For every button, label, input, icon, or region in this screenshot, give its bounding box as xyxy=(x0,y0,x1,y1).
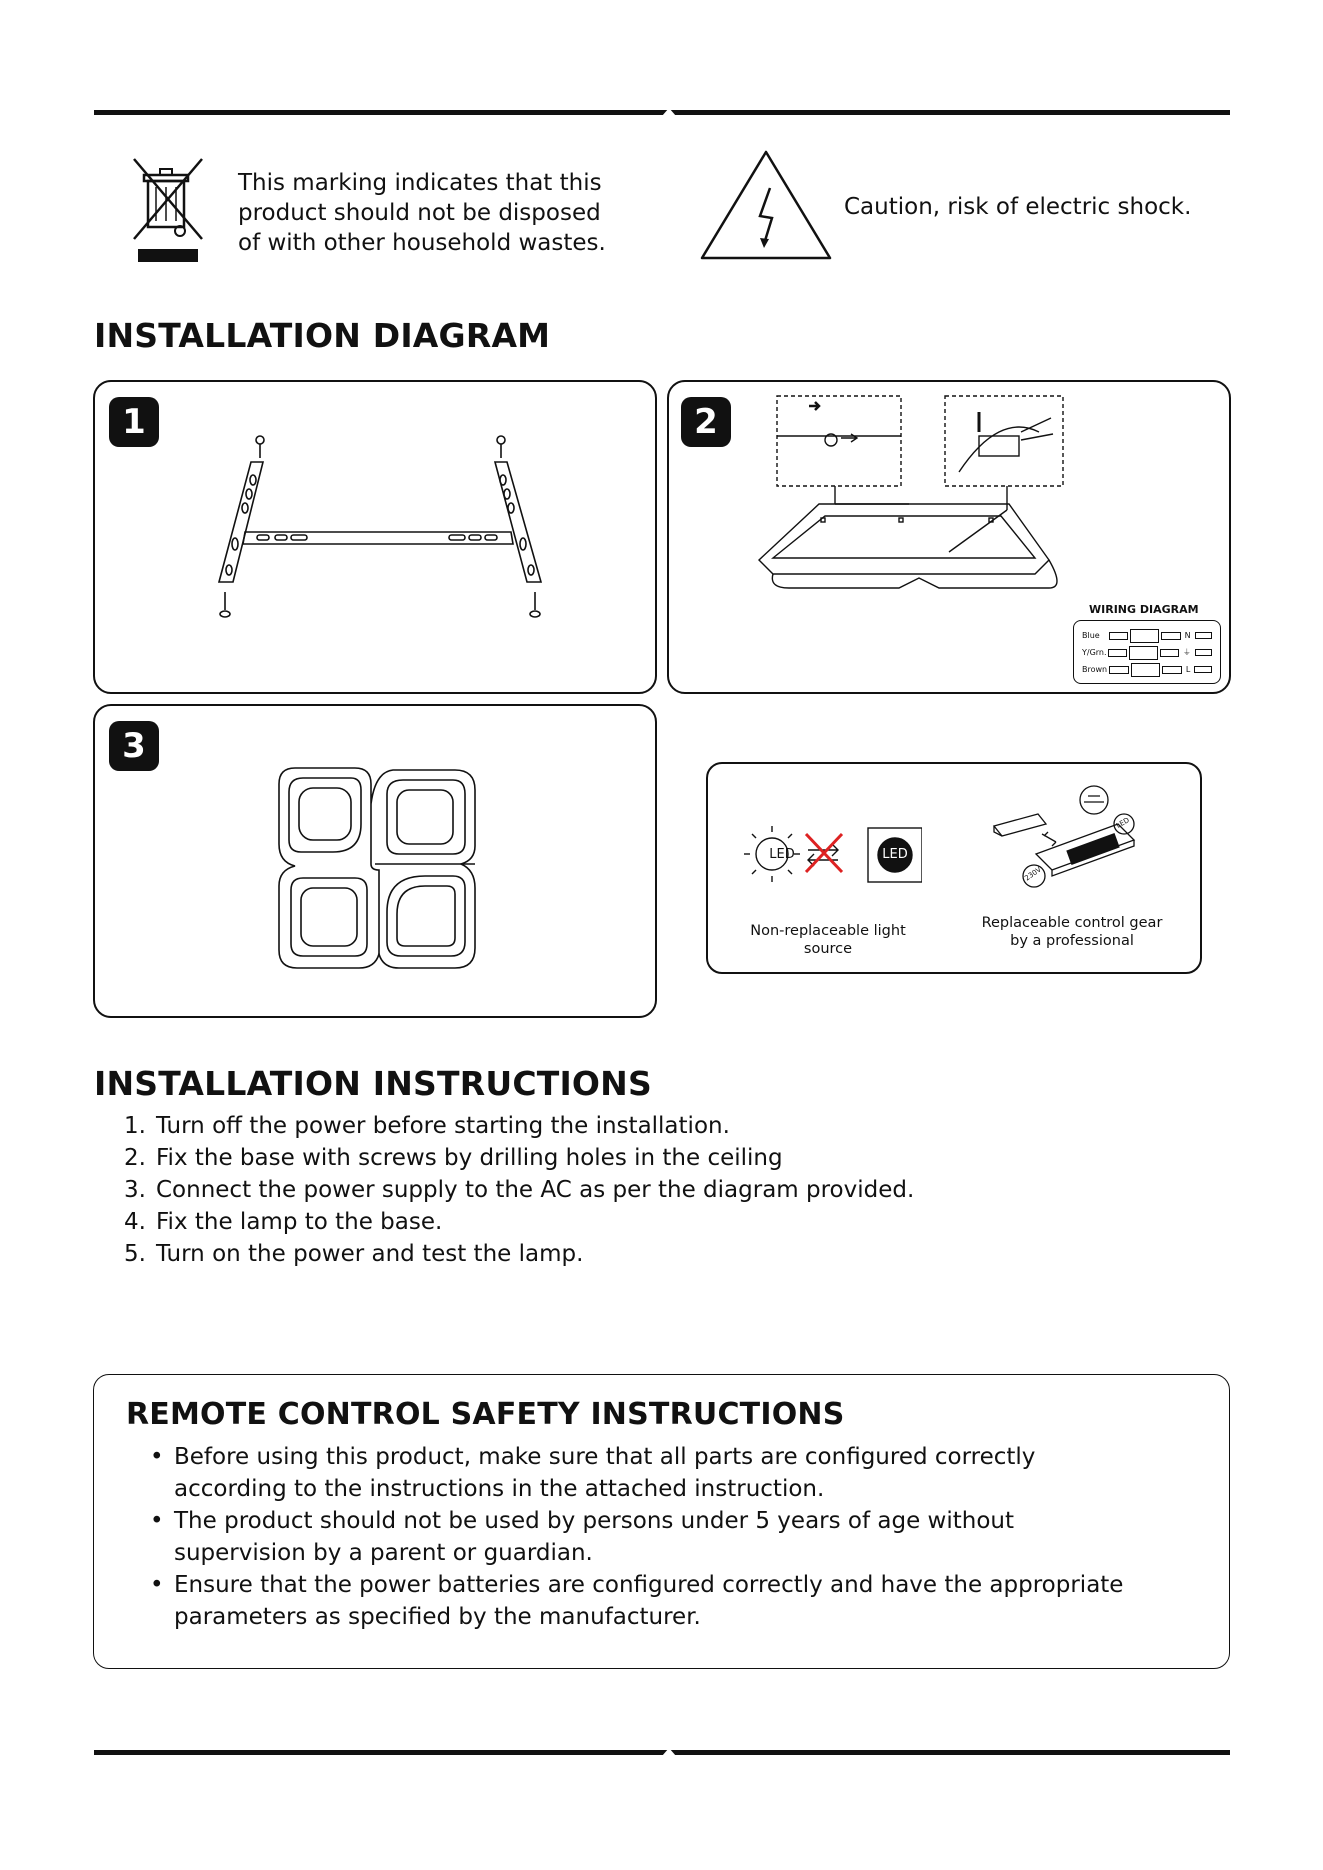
bottom-divider xyxy=(94,1750,1230,1755)
wire-label-ygrn: Y/Grn. xyxy=(1082,648,1107,657)
terminal-label-l: L xyxy=(1185,665,1191,674)
list-item: 4. Fix the lamp to the base. xyxy=(124,1209,443,1235)
lamp-shape-illustration xyxy=(275,764,485,974)
mounting-bracket-illustration xyxy=(205,432,565,652)
weee-icon xyxy=(128,155,208,265)
terminal-label-earth: ⏚ xyxy=(1182,648,1191,657)
list-item: 1. Turn off the power before starting the installation. xyxy=(124,1113,730,1139)
diagram-panel-3 xyxy=(93,704,657,1018)
remote-safety-title: REMOTE CONTROL SAFETY INSTRUCTIONS xyxy=(126,1397,845,1432)
list-item: • Before using this product, make sure that all parts are configured correctly according to the instructions in the attached instruction. xyxy=(126,1441,1146,1505)
frame-mounting-illustration xyxy=(749,392,1109,612)
led-label-filled: LED xyxy=(882,847,908,862)
wiring-diagram-title: WIRING DIAGRAM xyxy=(1089,603,1199,616)
step-badge-1: 1 xyxy=(109,397,159,447)
list-item: 2. Fix the base with screws by drilling holes in the ceiling xyxy=(124,1145,783,1171)
light-source-info-panel xyxy=(706,762,1202,974)
non-replaceable-caption: Non-replaceable light source xyxy=(750,923,906,957)
list-item: 3. Connect the power supply to the AC as per the diagram provided. xyxy=(124,1177,915,1203)
diagram-panel-1 xyxy=(93,380,657,694)
installation-instructions-title: INSTALLATION INSTRUCTIONS xyxy=(94,1064,652,1103)
remote-safety-list xyxy=(126,1441,1146,1633)
wiring-diagram xyxy=(1073,620,1221,684)
top-divider xyxy=(94,110,1230,115)
list-item: • The product should not be used by persons under 5 years of age without supervision by a parent or guardian. xyxy=(126,1505,1146,1569)
installation-diagram-title: INSTALLATION DIAGRAM xyxy=(94,316,551,355)
step-badge-3: 3 xyxy=(109,721,159,771)
gear-led-label: LED xyxy=(1114,816,1131,830)
replaceable-caption: Replaceable control gear by a professional xyxy=(981,915,1163,949)
list-item: 5. Turn on the power and test the lamp. xyxy=(124,1241,584,1267)
step-badge-2: 2 xyxy=(681,397,731,447)
voltage-label: 230V xyxy=(1023,865,1043,883)
remote-safety-box xyxy=(93,1374,1230,1669)
led-label-outline: LED xyxy=(769,847,795,862)
terminal-label-n: N xyxy=(1184,631,1191,640)
wire-label-blue: Blue xyxy=(1082,631,1100,640)
weee-notice-text: This marking indicates that this product should not be disposed of with other household wastes. xyxy=(238,170,606,256)
wire-label-brown: Brown xyxy=(1082,665,1108,674)
shock-notice-text: Caution, risk of electric shock. xyxy=(844,194,1192,220)
electric-shock-warning-icon xyxy=(698,148,834,262)
diagram-panel-2 xyxy=(667,380,1231,694)
replaceable-control-gear-icon xyxy=(988,784,1148,894)
installation-steps-list xyxy=(124,1110,914,1270)
list-item: • Ensure that the power batteries are configured correctly and have the appropriate parameters as specified by the manufacturer. xyxy=(126,1569,1146,1633)
